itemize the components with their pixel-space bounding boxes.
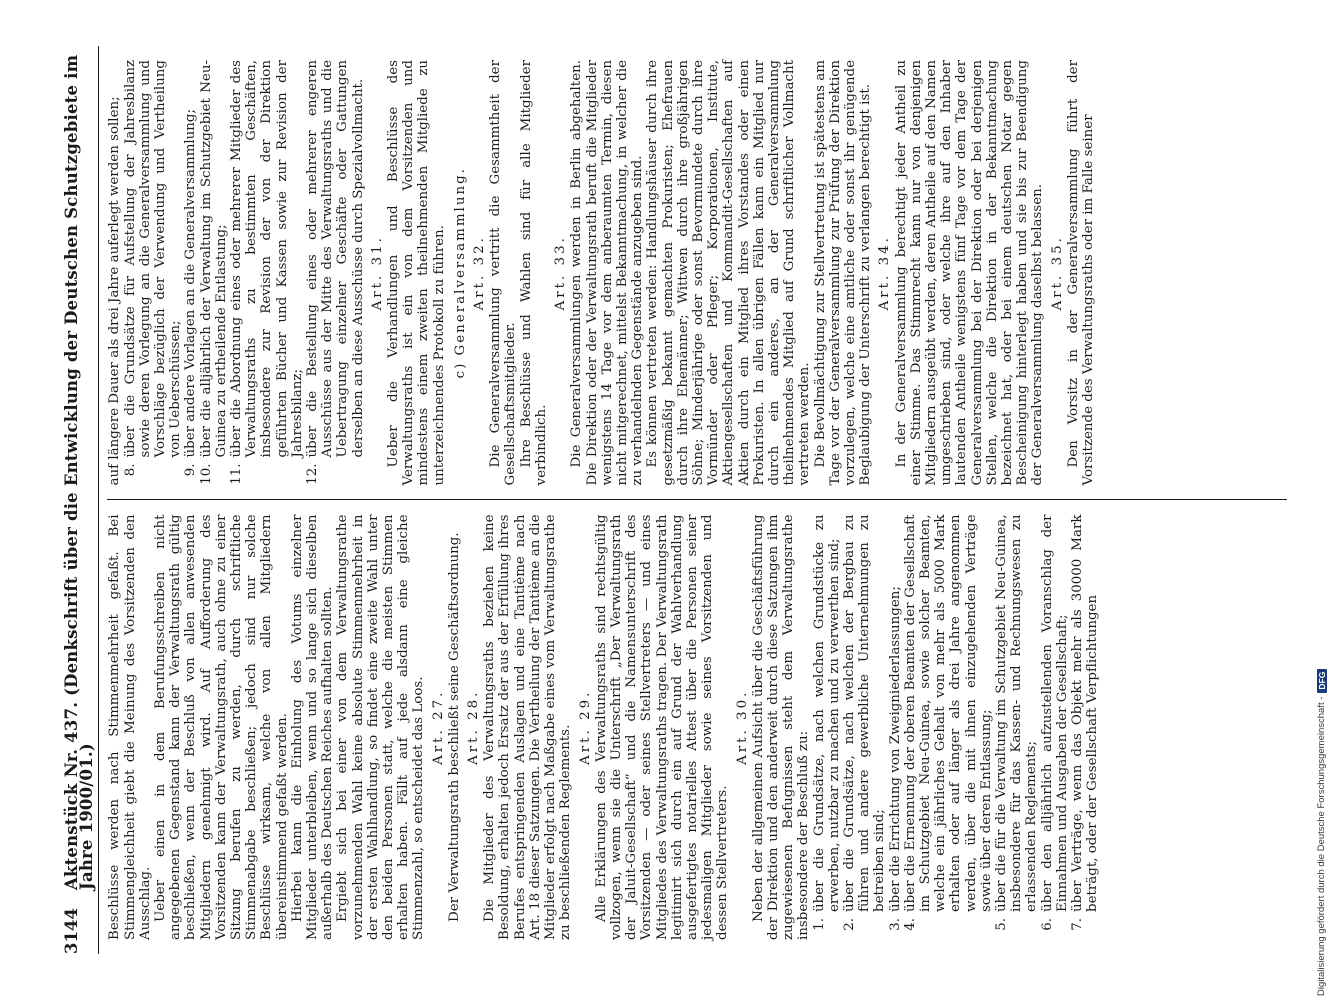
- list-item: [903, 515, 994, 941]
- list-text: über die Ernennung der oberen Beamten der Gesellschaft im Schutzgebiet Neu-Guinea, sowie solcher Beamten, welche ein jährliches Gehalt von mehr als 5000 Mark erhalten oder auf länger als drei Jahre angenommen werden, über die mit ihnen einzugehenden Verträge sowie über deren Entlassung;: [902, 514, 994, 912]
- article-heading: Art. 29.: [577, 689, 593, 765]
- list-item: [183, 60, 198, 486]
- list-item: [199, 60, 229, 486]
- list-number: 6.: [1039, 918, 1055, 931]
- right-column: [107, 46, 1287, 501]
- list-text: über die Grundsätze, nach welchen Grundstücke zu erwerben, nutzbar zu machen und zu verwerthen sind;: [811, 514, 842, 912]
- list-item: [229, 60, 305, 486]
- list-number: 9.: [183, 463, 199, 477]
- list-number: 1.: [811, 918, 827, 931]
- list-number: 5.: [993, 918, 1009, 931]
- paragraph: Beschlüsse werden nach Stimmenmehrheit gefaßt. Bei Stimmengleichheit giebt die Meinung des Vorsitzenden den Ausschlag.: [107, 514, 153, 940]
- list-item: [123, 60, 184, 486]
- dfg-logo: DFG: [1317, 669, 1327, 693]
- document-page: [50, 0, 1312, 1000]
- list-number: 10.: [198, 463, 214, 485]
- list-text: über die für die Verwaltung im Schutzgebiet Neu-Guinea, insbesondere für das Kassen- und Rechnungswesen zu erlassenden Reglements;: [993, 514, 1040, 912]
- paragraph: Ueber einen in dem Berufungsschreiben nicht angegebenen Gegenstand kann der Verwaltungsrath gültig beschließen, wenn der Beschluß von allen anwesenden Mitgliedern genehmigt wird. Auf Aufforderung des Vorsitzenden kann der Verwaltungsrath, auch ohne zu einer Sitzung berufen zu werden, durch schriftliche Stimmenabgabe beschließen; jedoch sind nur solche Beschlüsse wirksam, welche von allen Mitgliedern übereinstimmend gefaßt werden.: [153, 514, 290, 940]
- numbered-list: [123, 60, 366, 486]
- paragraph: auf längere Dauer als drei Jahre auferlegt werden sollen;: [107, 96, 123, 486]
- list-item: [842, 515, 888, 941]
- paragraph: Es können vertreten werden: Handlungshäuser durch ihre gesetzmäßig bekannt gemachten Prokuristen; Ehefrauen durch ihre Ehemänner; Wittwen durch ihre großjährigen Söhne; Minderjährige oder sonst Bevormundete durch ihre Vormünder oder Pfleger; Korporationen, Institute, Aktiengesellschaften und Kommandit-Gesellschaften auf Aktien durch ein Mitglied ihres Vorstandes oder einen Prokuristen. In allen übrigen Fällen kann ein Mitglied nur durch ein anderes, an der Generalversammlung theilnehmendes Mitglied auf Grund schriftlicher Vollmacht vertreten werden.: [645, 60, 813, 486]
- list-text: über die Grundsätze für Aufstellung der Jahresbilanz sowie deren Vorlegung an die Generalversammlung und Vorschläge bezüglich der Verwendung und Vertheilung von Ueberschüssen;: [122, 60, 184, 458]
- article-heading: Art. 32.: [472, 235, 488, 311]
- list-number: 2.: [841, 918, 857, 931]
- article-heading: Art. 35.: [1049, 235, 1065, 311]
- list-text: über die Errichtung von Zweigniederlassungen;: [887, 586, 903, 912]
- text-columns: [107, 46, 1287, 954]
- article-heading: Art. 34.: [877, 235, 893, 311]
- list-number: 8.: [122, 463, 138, 477]
- page-number: 3144: [62, 908, 81, 954]
- list-number: 3.: [887, 918, 903, 931]
- list-text: über die alljährlich der Verwaltung im Schutzgebiet Neu-Guinea zu ertheilende Entlastung;: [198, 60, 229, 458]
- article-heading: Art. 30.: [734, 689, 750, 765]
- paragraph: Die Generalversammlung vertritt die Gesammtheit der Gesellschaftsmitglieder.: [488, 60, 519, 486]
- list-number: 7.: [1070, 918, 1085, 931]
- list-item: [1040, 515, 1070, 941]
- list-item: [305, 60, 366, 486]
- article-heading: Art. 33.: [553, 235, 569, 311]
- article-heading: Art. 31.: [369, 235, 385, 311]
- list-item: [994, 515, 1040, 941]
- left-column: [107, 501, 1287, 955]
- list-number: 11.: [229, 463, 245, 485]
- list-number: 4.: [902, 918, 918, 931]
- list-text: über die Grundsätze, nach welchen der Bergbau zu führen und andere gewerbliche Unternehmungen zu betreiben sind;: [841, 514, 888, 912]
- article-heading: Art. 27.: [430, 689, 446, 765]
- list-number: 12.: [305, 463, 321, 485]
- paragraph: Ueber die Verhandlungen und Beschlüsse des Verwaltungsraths ist ein von dem Vorsitzenden und mindestens einem zweiten theilnehmenden Mitgliede zu unterzeichnendes Protokoll zu führen.: [386, 60, 447, 486]
- footer-credit: Digitalisierung gefördert durch die Deutsche Forschungsgemeinschaft -: [1316, 696, 1327, 996]
- paragraph: Den Vorsitz in der Generalversammlung führt der Vorsitzende des Verwaltungsraths oder im Falle seiner: [1065, 60, 1096, 486]
- article-heading: Art. 28.: [466, 689, 482, 765]
- list-item: [812, 515, 842, 941]
- page-title: Aktenstück Nr. 437. (Denkschrift über die Entwicklung der Deutschen Schutzgebiete im Jahre 1900/01.): [62, 54, 97, 891]
- paragraph: Die Bevollmächtigung zur Stellvertretung ist spätestens am Tage vor der Generalversammlung zur Prüfung der Direktion vorzulegen, welche eine amtliche oder sonst ihr genügende Beglaubigung der Unterschrift zu verlangen berechtigt ist.: [812, 60, 874, 486]
- paragraph: Ihre Beschlüsse und Wahlen sind für alle Mitglieder verbindlich.: [518, 60, 549, 486]
- list-item: [1070, 515, 1100, 941]
- section-heading: c) Generalversammlung.: [452, 167, 468, 379]
- list-text: über Verträge, wenn das Objekt mehr als 30000 Mark beträgt, oder der Gesellschaft Verpflichtungen: [1070, 514, 1101, 912]
- list-text: über den alljährlich aufzustellenden Voranschlag der Einnahmen und Ausgaben der Gesellschaft;: [1039, 514, 1070, 912]
- page-header: [64, 46, 99, 954]
- digitization-footer: [1294, 0, 1327, 1000]
- paragraph: Die Generalversammlungen werden in Berlin abgehalten. Die Direktion oder der Verwaltungsrath beruft die Mitglieder wenigstens 14 Tage vor dem anberaumten Termin, diesen nicht mitgerechnet, mittelst Bekanntmachung, in welcher die zu verhandelnden Gegenstände anzugeben sind.: [569, 60, 646, 486]
- paragraph: Alle Erklärungen des Verwaltungsraths sind rechtsgültig vollzogen, wenn sie die Unterschrift „Der Verwaltungsrath der Jaluit-Gesellschaft“ und die Namensunterschrift des Vorsitzenden — oder seines Stellvertreters — und eines Mitgliedes des Verwaltungsraths tragen. Der Verwaltungsrath legitimirt sich durch ein auf Grund der Wahlverhandlung ausgefertigtes notarielles Attest über die Personen seiner jedesmaligen Mitglieder sowie seines Vorsitzenden und dessen Stellvertreters.: [593, 514, 731, 940]
- paragraph: In der Generalversammlung berechtigt jeder Antheil zu einer Stimme. Das Stimmrecht kann nur von denjenigen Mitgliedern ausgeübt werden, deren Antheile auf den Namen umgeschrieben sind, oder welche ihre auf den Inhaber lautenden Antheile wenigstens fünf Tage vor dem Tage der Generalversammlung bei der Direktion oder bei derjenigen Stellen, welche die Direktion in der Bekanntmachung bezeichnet hat, oder bei einem deutschen Notar gegen Bescheinigung hinterlegt haben und sie bis zur Beendigung der Generalversammlung daselbst belassen.: [893, 60, 1046, 486]
- list-text: über andere Vorlagen an die Generalversammlung;: [183, 108, 199, 458]
- list-text: über die Abordnung eines oder mehrerer Mitglieder des Verwaltungsraths zu bestimmten Geschäften, insbesondere zur Revision der von der Direktion geführten Bücher und Kassen sowie zur Revision der Jahresbilanz;: [229, 60, 305, 458]
- paragraph: Der Verwaltungsrath beschließt seine Geschäftsordnung.: [446, 532, 462, 922]
- list-text: über die Bestellung eines oder mehrerer engeren Ausschüsse aus der Mitte des Verwaltungsraths und die Uebertragung einzelner Geschäfte oder Gattungen derselben an diese Ausschüsse durch Spezialvollmacht.: [305, 60, 366, 458]
- paragraph: Ergiebt sich bei einer von dem Verwaltungsrathe vorzunehmenden Wahl keine absolute Stimmenmehrheit in der ersten Wahlhandlung, so findet eine zweite Wahl unter den beiden Personen statt, welche die meisten Stimmen erhalten haben. Fällt auf jede alsdann eine gleiche Stimmenzahl, so entscheidet das Loos.: [335, 514, 427, 940]
- paragraph: Hierbei kann die Einholung des Votums einzelner Mitglieder unterbleiben, wenn und so lange sich dieselben außerhalb des Deutschen Reiches aufhalten sollten.: [289, 514, 336, 940]
- paragraph: Die Mitglieder des Verwaltungsraths beziehen keine Besoldung, erhalten jedoch Ersatz der aus der Erfüllung ihres Berufes entspringenden Auslagen und eine Tantième nach Art. 18 dieser Satzungen. Die Vertheilung der Tantième an die Mitglieder erfolgt nach Maßgabe eines vom Verwaltungsrathe zu beschließenden Reglements.: [482, 514, 574, 940]
- paragraph: Neben der allgemeinen Aufsicht über die Geschäftsführung der Direktion und den anderweit durch diese Satzungen ihm zugewiesenen Befugnissen steht dem Verwaltungsrathe insbesondere der Beschluß zu:: [750, 514, 812, 940]
- list-item: [888, 515, 903, 941]
- numbered-list: [812, 515, 1101, 941]
